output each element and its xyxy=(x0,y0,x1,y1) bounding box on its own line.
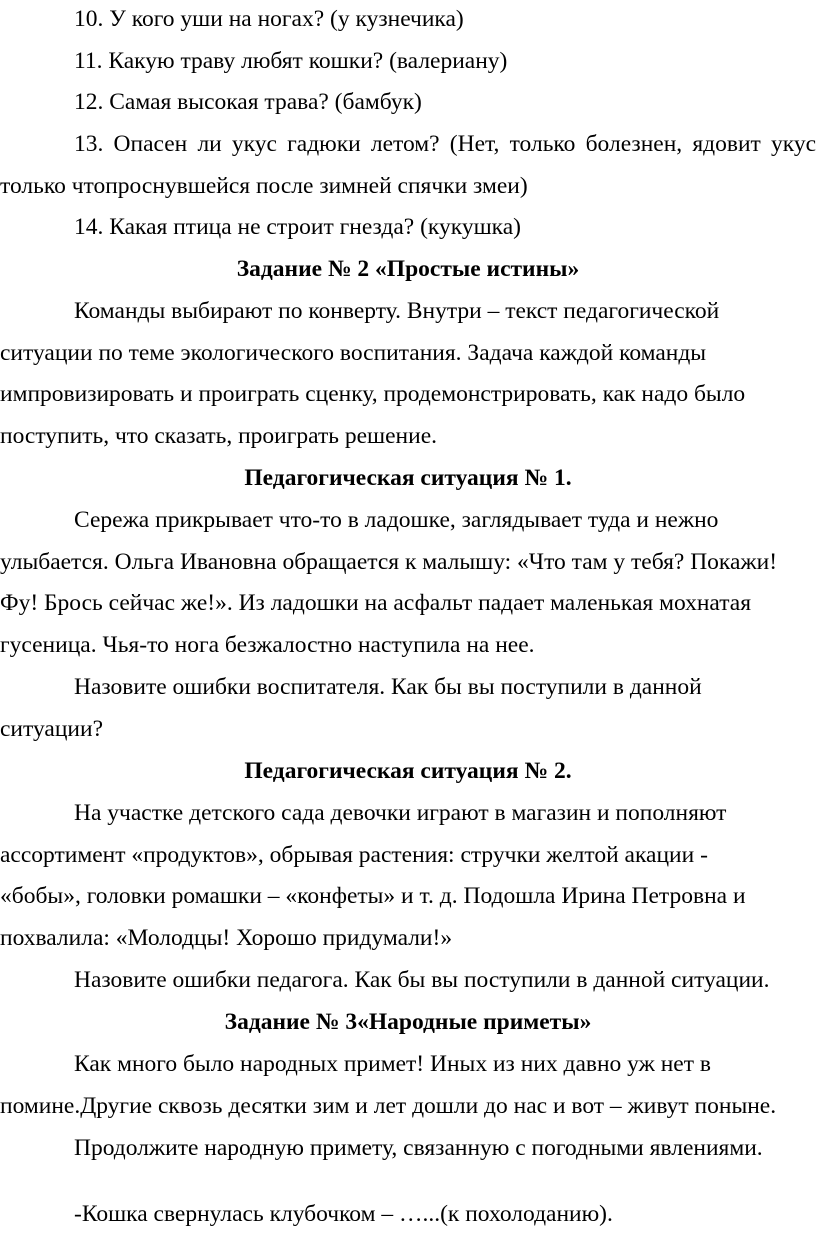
paragraph-line: импровизировать и проиграть сценку, продемонстрировать, как надо было xyxy=(0,381,746,407)
quiz-item: 13. Опасен ли укус гадюки летом? (Нет, только болезнен, ядовит укус xyxy=(74,131,816,157)
paragraph-line: Как много было народных примет! Иных из них давно уж нет в xyxy=(74,1051,711,1077)
question-line: Назовите ошибки воспитателя. Как бы вы поступили в данной xyxy=(74,674,702,700)
example-line: -Кошка свернулась клубочком – …...(к похолоданию). xyxy=(74,1201,613,1227)
paragraph-line: Фу! Брось сейчас же!». Из ладошки на асфальт падает маленькая мохнатая xyxy=(0,590,752,616)
paragraph-line: «бобы», головки ромашки – «конфеты» и т. д. Подошла Ирина Петровна и xyxy=(0,883,746,909)
paragraph-line: поступить, что сказать, проиграть решение. xyxy=(0,423,437,449)
task2-heading: Задание № 2 «Простые истины» xyxy=(236,256,580,282)
paragraph-line: улыбается. Ольга Ивановна обращается к малышу: «Что там у тебя? Покажи! xyxy=(0,549,778,575)
paragraph-line: похвалила: «Молодцы! Хорошо придумали!» xyxy=(0,925,453,951)
paragraph-line: На участке детского сада девочки играют в магазин и пополняют xyxy=(74,800,727,826)
paragraph-line: Команды выбирают по конверту. Внутри – текст педагогической xyxy=(74,298,720,324)
task3-heading: Задание № 3«Народные приметы» xyxy=(224,1009,592,1035)
quiz-item-continuation: только чтопроснувшейся после зимней спячки змеи) xyxy=(0,173,528,199)
quiz-item: 14. Какая птица не строит гнезда? (кукушка) xyxy=(74,214,522,240)
paragraph-line: ситуации по теме экологического воспитания. Задача каждой команды xyxy=(0,340,707,366)
paragraph-line: Сережа прикрывает что-то в ладошке, заглядывает туда и нежно xyxy=(74,507,719,533)
question-line: Назовите ошибки педагога. Как бы вы поступили в данной ситуации. xyxy=(74,967,770,993)
situation1-heading: Педагогическая ситуация № 1. xyxy=(244,465,572,491)
quiz-item: 10. У кого уши на ногах? (у кузнечика) xyxy=(74,6,464,32)
instruction-line: Продолжите народную примету, связанную с погодными явлениями. xyxy=(74,1135,763,1161)
question-line: ситуации? xyxy=(0,716,103,742)
situation2-heading: Педагогическая ситуация № 2. xyxy=(244,758,572,784)
quiz-item: 12. Самая высокая трава? (бамбук) xyxy=(74,89,422,115)
paragraph-line: гусеница. Чья-то нога безжалостно наступила на нее. xyxy=(0,632,535,658)
paragraph-line: помине.Другие сквозь десятки зим и лет дошли до нас и вот – живут поныне. xyxy=(0,1093,777,1119)
paragraph-line: ассортимент «продуктов», обрывая растения: стручки желтой акации - xyxy=(0,842,708,868)
quiz-item: 11. Какую траву любят кошки? (валериану) xyxy=(74,48,508,74)
